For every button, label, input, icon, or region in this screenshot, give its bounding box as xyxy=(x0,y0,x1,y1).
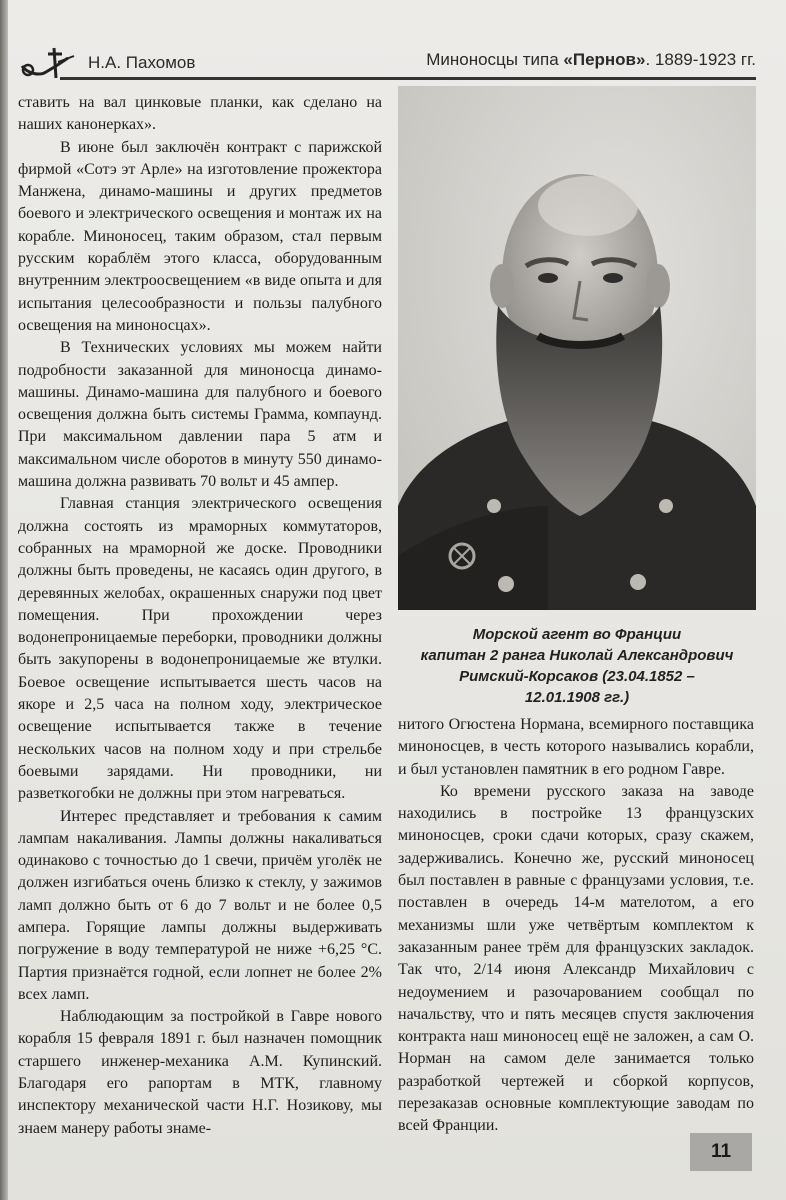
running-title-ship: «Пернов» xyxy=(563,50,646,69)
running-header xyxy=(0,36,786,86)
page-number-box xyxy=(690,1133,752,1171)
caption-line: 12.01.1908 гг.) xyxy=(524,689,630,706)
portrait-photo xyxy=(398,86,756,610)
caption-line: Римский-Корсаков (23.04.1852 – xyxy=(459,668,695,685)
right-text-column xyxy=(398,714,754,1138)
running-title xyxy=(426,50,756,70)
portrait-image xyxy=(398,86,756,610)
author-name: Н.А. Пахомов xyxy=(88,53,196,72)
page-number: 11 xyxy=(710,1141,732,1162)
paragraph: нитого Огюстена Нормана, всемирного поставщика миноносцев, в честь которого назывались корабли, и был установлен памятник в его родном Гавре. xyxy=(398,716,754,778)
paragraph: Наблюдающим за постройкой в Гавре нового корабля 15 февраля 1891 г. был назначен помощник старшего инженер-механика А.М. Купинский. Благодаря его рапортам в МТК, главному инспектору механической части Н.Г. Нозикову, мы знаем манеру работы знаме- xyxy=(18,1008,382,1137)
paragraph: Интерес представляет и требования к самим лампам накаливания. Лампы должны накаливаться одинаково с точностью до 1 свечи, причём уголёк не должен изгибаться очень близко к стеклу, у зажимов ламп должно быть от 6 до 7 вольт и не более 0,5 ампера. Горящие лампы должны выдерживать погружение в воду температурой не ниже +6,25 °С. Партия признаётся годной, если лопнет не более 2% всех ламп. xyxy=(18,807,382,1003)
paragraph: Главная станция электрического освещения должна состоять из мраморных коммутаторов, собранных на мраморной же доске. Проводники должны быть проведены, не касаясь один другого, в деревянных желобах, окрашенных снаружи под цвет помещения. При прохождении через водонепроницаемые переборки, проводники должны быть закупорены в водонепроницаемые же втулки. Боевое освещение испытывается шесть часов на якоре и 2,5 часа на полном ходу, электрическое освещение испытывается также в течение нескольких часов на полном ходу и при стрельбе боевыми зарядами. Ни проводники, ни разветкогобки не должны при этом нагреваться. xyxy=(18,495,382,803)
caption-line: Морской агент во Франции xyxy=(472,626,682,643)
book-spine-shadow xyxy=(0,0,8,1200)
left-text-column xyxy=(18,92,382,1140)
running-title-years: . 1889-1923 гг. xyxy=(645,50,756,69)
caption-line: капитан 2 ранга Николай Александрович xyxy=(420,647,734,664)
anchor-logo-icon xyxy=(16,44,78,80)
paragraph: Ко времени русского заказа на заводе находились в постройке 13 французских миноносцев, сроки сдачи которых, сразу скажем, задерживались. Конечно же, русский миноносец был поставлен в равные с французами условия, т.е. поставлен в очередь 14-м мателотом, а его механизмы шли уже четвёртым комплектом к заказанным ранее трём для французских закладок. Так что, 2/14 июня Александр Михайлович с недоумением и разочарованием сообщал по начальству, что и пять месяцев спустя заключения контракта наш миноносец ещё не заложен, а сам О. Норман на самом деле занимается только разработкой чертежей и сборкой корпусов, перезаказав основные комплектующие заводам по всей Франции. xyxy=(398,782,754,1135)
running-title-prefix: Миноносцы типа xyxy=(426,50,564,69)
paragraph: В Технических условиях мы можем найти подробности заказанной для миноносца динамо-машины. Динамо-машина для палубного и боевого освещения должна быть системы Грамма, компаунд. При максимальном давлении пара 5 атм и максимальном числе оборотов в минуту 550 динамо-машина должна развивать 70 вольт и 45 ампер. xyxy=(18,339,382,491)
paragraph: ставить на вал цинковые планки, как сделано на наших канонерках». xyxy=(18,94,382,134)
photo-caption xyxy=(398,624,756,708)
header-rule xyxy=(60,77,756,80)
paragraph: В июне был заключён контракт с парижской фирмой «Сотэ эт Арле» на изготовление прожектора Манжена, динамо-машины и других предметов боевого и электрического освещения и монтаж их на корабле. Миноносец, таким образом, стал первым русским кораблём этого класса, оборудованным внутренним электроосвещением «в виде опыта и для испытания целесообразности и пользы палубного освещения на миноносцах». xyxy=(18,138,382,334)
